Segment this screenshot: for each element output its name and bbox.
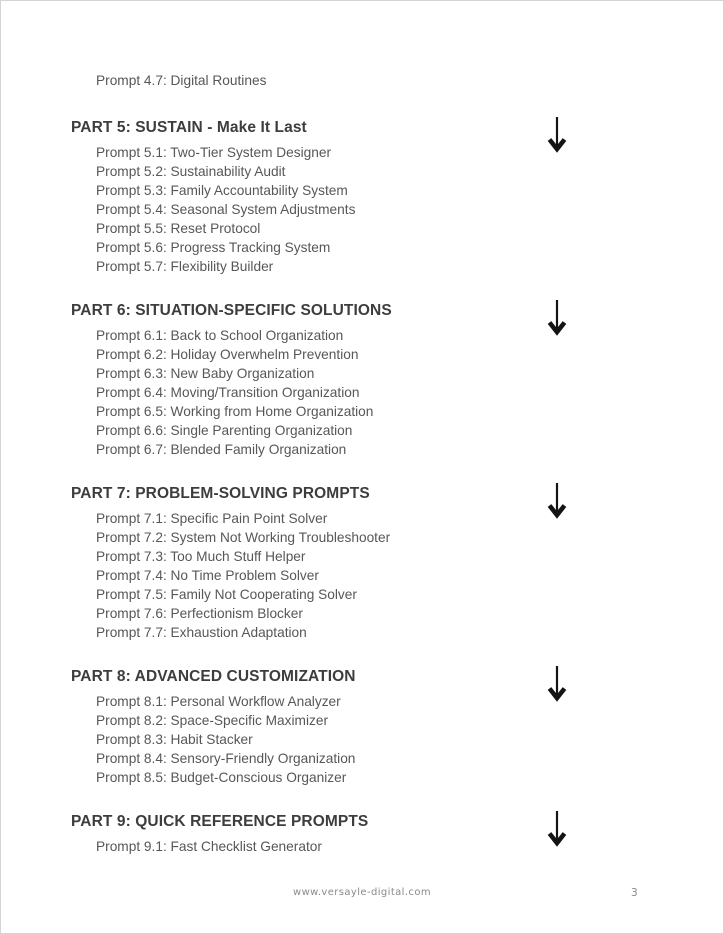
toc-item: Prompt 5.2: Sustainability Audit [96, 164, 286, 179]
down-arrow-icon [546, 298, 568, 336]
toc-item: Prompt 7.1: Specific Pain Point Solver [96, 511, 328, 526]
toc-item: Prompt 5.6: Progress Tracking System [96, 240, 331, 255]
toc-item: Prompt 6.1: Back to School Organization [96, 328, 344, 343]
page-footer [1, 887, 723, 907]
toc-item: Prompt 5.5: Reset Protocol [96, 221, 261, 236]
toc-item: Prompt 8.5: Budget-Conscious Organizer [96, 770, 347, 785]
toc-item: Prompt 8.4: Sensory-Friendly Organization [96, 751, 356, 766]
toc-item: Prompt 6.7: Blended Family Organization [96, 442, 347, 457]
toc-item: Prompt 7.4: No Time Problem Solver [96, 568, 319, 583]
page-number: 3 [631, 887, 638, 899]
toc-item: Prompt 6.3: New Baby Organization [96, 366, 315, 381]
toc-item: Prompt 6.2: Holiday Overwhelm Prevention [96, 347, 359, 362]
toc-item: Prompt 7.2: System Not Working Troubleshooter [96, 530, 391, 545]
toc-item: Prompt 7.6: Perfectionism Blocker [96, 606, 303, 621]
section-items [71, 143, 723, 276]
footer-website: www.versayle-digital.com [293, 887, 431, 898]
section-title: PART 8: ADVANCED CUSTOMIZATION [71, 668, 356, 685]
toc-section [71, 302, 723, 459]
down-arrow-icon [546, 809, 568, 847]
toc-item: Prompt 7.5: Family Not Cooperating Solver [96, 587, 357, 602]
toc-item: Prompt 8.3: Habit Stacker [96, 732, 253, 747]
toc-item: Prompt 5.3: Family Accountability System [96, 183, 348, 198]
toc-content [1, 1, 723, 856]
down-arrow-icon [546, 664, 568, 702]
section-items [71, 837, 723, 856]
toc-section [71, 485, 723, 642]
toc-item: Prompt 8.2: Space-Specific Maximizer [96, 713, 329, 728]
section-title: PART 6: SITUATION-SPECIFIC SOLUTIONS [71, 302, 392, 319]
toc-item: Prompt 6.6: Single Parenting Organization [96, 423, 353, 438]
toc-item: Prompt 5.4: Seasonal System Adjustments [96, 202, 356, 217]
section-title: PART 5: SUSTAIN - Make It Last [71, 119, 307, 136]
section-title: PART 9: QUICK REFERENCE PROMPTS [71, 813, 369, 830]
toc-item: Prompt 5.7: Flexibility Builder [96, 259, 274, 274]
toc-item: Prompt 6.4: Moving/Transition Organization [96, 385, 360, 400]
section-items [71, 326, 723, 459]
toc-item: Prompt 6.5: Working from Home Organization [96, 404, 374, 419]
toc-item: Prompt 7.7: Exhaustion Adaptation [96, 625, 307, 640]
toc-item: Prompt 7.3: Too Much Stuff Helper [96, 549, 306, 564]
toc-section [71, 813, 723, 856]
down-arrow-icon [546, 481, 568, 519]
down-arrow-icon [546, 115, 568, 153]
toc-section [71, 119, 723, 276]
toc-section [71, 668, 723, 787]
section-items [71, 509, 723, 642]
section-items [71, 692, 723, 787]
section-title: PART 7: PROBLEM-SOLVING PROMPTS [71, 485, 370, 502]
toc-item: Prompt 5.1: Two-Tier System Designer [96, 145, 332, 160]
toc-item: Prompt 8.1: Personal Workflow Analyzer [96, 694, 341, 709]
toc-item: Prompt 9.1: Fast Checklist Generator [96, 839, 322, 854]
toc-sections [71, 119, 723, 856]
toc-item: Prompt 4.7: Digital Routines [96, 73, 267, 88]
